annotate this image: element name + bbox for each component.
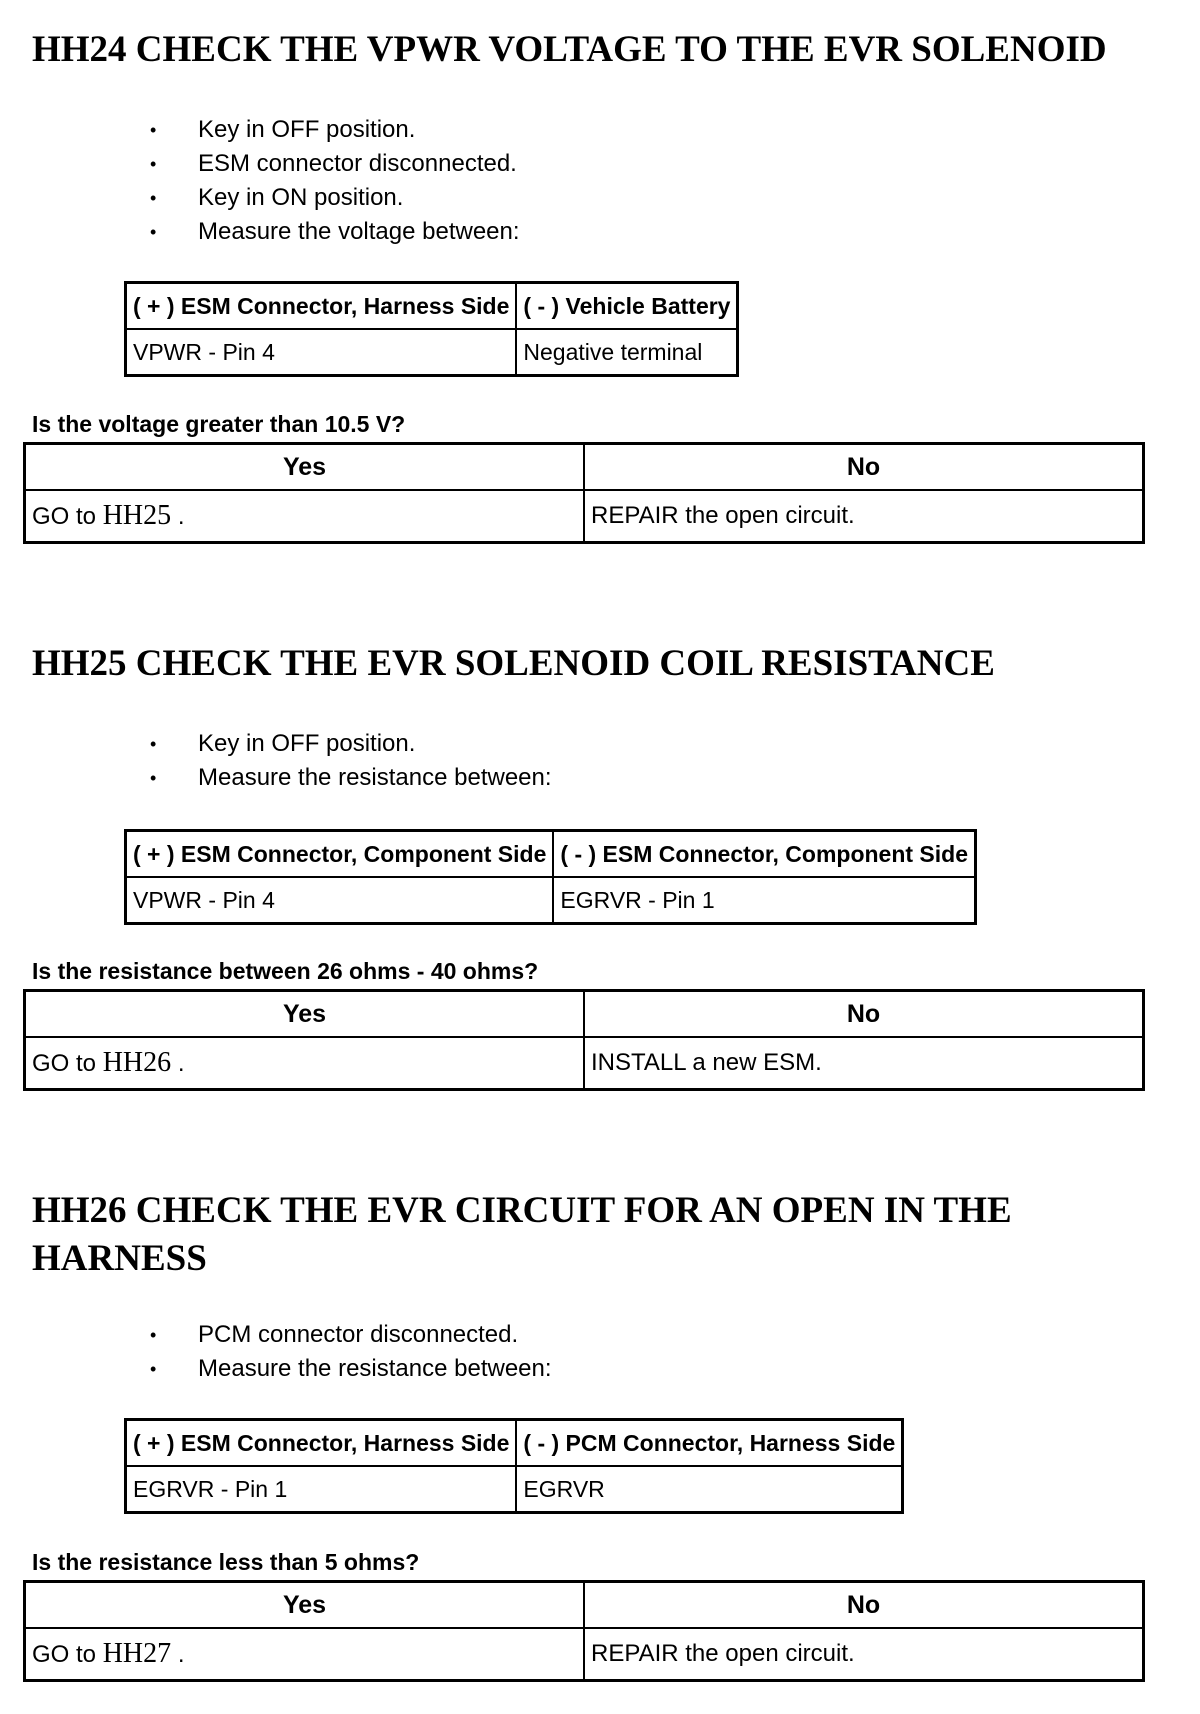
step-link[interactable]: HH26 — [102, 1047, 172, 1078]
positive-lead-value: EGRVR - Pin 1 — [126, 1466, 517, 1513]
table-row — [126, 329, 738, 376]
measure-table — [124, 281, 739, 377]
yes-no-table — [23, 442, 1145, 544]
bullet-icon: • — [150, 222, 157, 242]
bullet-icon: • — [150, 154, 157, 174]
bullet-icon: • — [150, 1325, 157, 1345]
table-row — [25, 1037, 1144, 1090]
table-row — [126, 1466, 903, 1513]
yes-action: GO to HH27 . — [25, 1628, 585, 1681]
section-heading: HH26 CHECK THE EVR CIRCUIT FOR AN OPEN IN THE HARNESS — [32, 1190, 1012, 1279]
step-item: • PCM connector disconnected. — [148, 1318, 552, 1352]
negative-lead-value: Negative terminal — [516, 329, 738, 376]
measure-table — [124, 829, 977, 925]
negative-lead-value: EGRVR - Pin 1 — [553, 877, 975, 924]
negative-lead-value: EGRVR — [516, 1466, 902, 1513]
positive-lead-header: ( + ) ESM Connector, Harness Side — [126, 283, 517, 330]
section-heading: HH25 CHECK THE EVR SOLENOID COIL RESISTANCE — [32, 643, 995, 684]
table-header-row — [25, 1582, 1144, 1629]
table-header-row — [25, 991, 1144, 1038]
measure-table — [124, 1418, 904, 1514]
no-header: No — [584, 444, 1144, 491]
table-row — [25, 1628, 1144, 1681]
bullet-icon: • — [150, 734, 157, 754]
yes-header: Yes — [25, 991, 585, 1038]
yes-action: GO to HH25 . — [25, 490, 585, 543]
no-action: REPAIR the open circuit. — [584, 1628, 1144, 1681]
yes-action: GO to HH26 . — [25, 1037, 585, 1090]
bullet-icon: • — [150, 1359, 157, 1379]
yes-no-table — [23, 989, 1145, 1091]
negative-lead-header: ( - ) Vehicle Battery — [516, 283, 738, 330]
question-text: Is the resistance between 26 ohms - 40 ohms? — [32, 958, 539, 984]
step-item: • Key in ON position. — [148, 181, 520, 215]
step-list — [148, 1318, 552, 1386]
positive-lead-header: ( + ) ESM Connector, Component Side — [126, 831, 554, 878]
bullet-icon: • — [150, 768, 157, 788]
no-header: No — [584, 991, 1144, 1038]
step-item: • Key in OFF position. — [148, 113, 520, 147]
negative-lead-header: ( - ) PCM Connector, Harness Side — [516, 1420, 902, 1467]
table-header-row — [126, 831, 976, 878]
yes-header: Yes — [25, 444, 585, 491]
yes-header: Yes — [25, 1582, 585, 1629]
step-item: • Measure the voltage between: — [148, 215, 520, 249]
yes-no-table — [23, 1580, 1145, 1682]
positive-lead-header: ( + ) ESM Connector, Harness Side — [126, 1420, 517, 1467]
table-row — [25, 490, 1144, 543]
table-header-row — [126, 1420, 903, 1467]
bullet-icon: • — [150, 188, 157, 208]
table-row — [126, 877, 976, 924]
step-list — [148, 727, 552, 795]
bullet-icon: • — [150, 120, 157, 140]
step-link[interactable]: HH25 — [102, 500, 172, 531]
question-text: Is the voltage greater than 10.5 V? — [32, 411, 406, 437]
step-item: • Measure the resistance between: — [148, 1352, 552, 1386]
section-heading: HH24 CHECK THE VPWR VOLTAGE TO THE EVR SOLENOID — [32, 29, 1107, 70]
step-item: • Measure the resistance between: — [148, 761, 552, 795]
question-text: Is the resistance less than 5 ohms? — [32, 1549, 420, 1575]
table-header-row — [25, 444, 1144, 491]
step-item: • ESM connector disconnected. — [148, 147, 520, 181]
no-header: No — [584, 1582, 1144, 1629]
step-link[interactable]: HH27 — [102, 1638, 172, 1669]
positive-lead-value: VPWR - Pin 4 — [126, 329, 517, 376]
positive-lead-value: VPWR - Pin 4 — [126, 877, 554, 924]
no-action: INSTALL a new ESM. — [584, 1037, 1144, 1090]
no-action: REPAIR the open circuit. — [584, 490, 1144, 543]
negative-lead-header: ( - ) ESM Connector, Component Side — [553, 831, 975, 878]
step-item: • Key in OFF position. — [148, 727, 552, 761]
step-list — [148, 113, 520, 249]
table-header-row — [126, 283, 738, 330]
